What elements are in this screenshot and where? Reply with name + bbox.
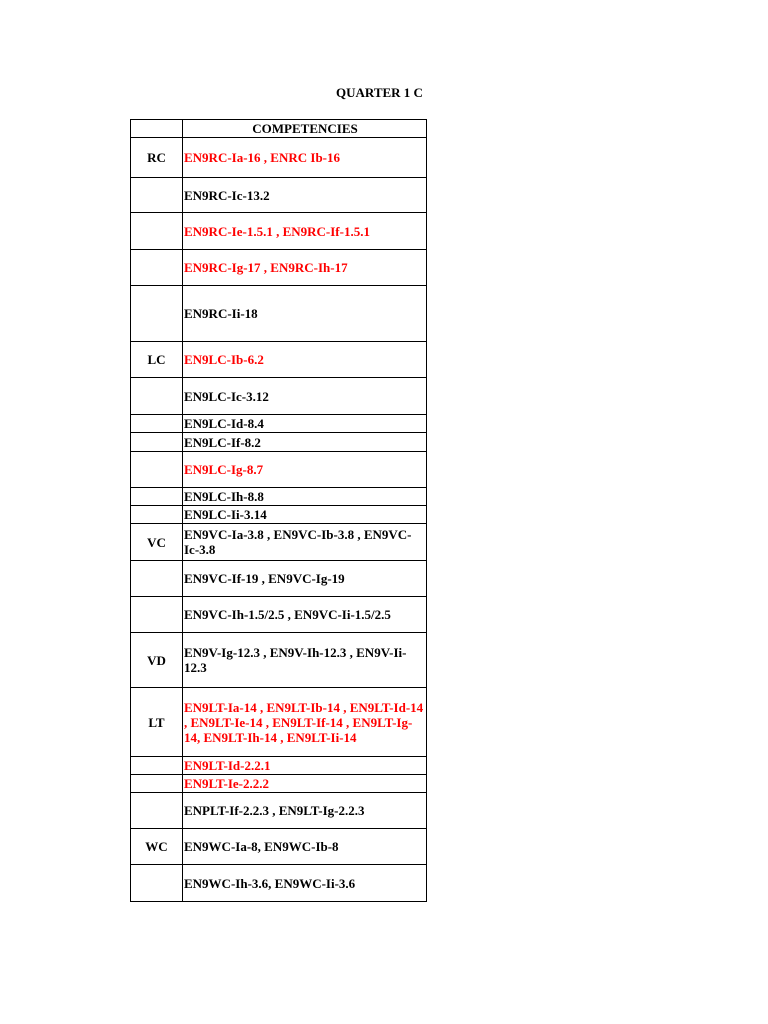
area-cell: LT [131,688,183,757]
area-cell: RC [131,138,183,178]
table-row [131,378,427,415]
table-row [131,757,427,775]
competency-cell: EN9LC-Ib-6.2 [183,342,427,378]
competency-cell: EN9LT-Ie-2.2.2 [183,775,427,793]
area-cell [131,488,183,506]
table-row [131,524,427,561]
competency-cell: EN9LC-Ic-3.12 [183,378,427,415]
competency-cell: EN9RC-Ii-18 [183,286,427,342]
competency-cell: EN9LC-If-8.2 [183,433,427,452]
competency-cell: EN9RC-Ig-17 , EN9RC-Ih-17 [183,250,427,286]
competency-cell: EN9RC-Ic-13.2 [183,178,427,213]
table-row [131,250,427,286]
table-row [131,506,427,524]
header-competencies-cell: COMPETENCIES [183,120,427,138]
area-cell [131,757,183,775]
table-row [131,688,427,757]
competency-cell: EN9LT-Ia-14 , EN9LT-Ib-14 , EN9LT-Id-14 , EN9LT-Ie-14 , EN9LT-If-14 , EN9LT-Ig-14, EN9LT-Ih-14 , EN9LT-Ii-14 [183,688,427,757]
area-cell [131,561,183,597]
table-row [131,597,427,633]
table-row [131,452,427,488]
area-cell [131,865,183,902]
competency-cell: EN9LC-Id-8.4 [183,415,427,433]
table-row [131,433,427,452]
area-cell [131,213,183,250]
table-row [131,213,427,250]
competency-cell: EN9VC-If-19 , EN9VC-Ig-19 [183,561,427,597]
competency-cell: EN9RC-Ie-1.5.1 , EN9RC-If-1.5.1 [183,213,427,250]
area-cell [131,452,183,488]
area-cell: VD [131,633,183,688]
document-title: QUARTER 1 C [336,85,423,100]
table-row [131,138,427,178]
competency-cell: EN9RC-Ia-16 , ENRC Ib-16 [183,138,427,178]
competency-cell: EN9WC-Ih-3.6, EN9WC-Ii-3.6 [183,865,427,902]
table-row [131,561,427,597]
area-cell [131,250,183,286]
area-cell: VC [131,524,183,561]
competency-cell: EN9LC-Ig-8.7 [183,452,427,488]
competency-cell: EN9WC-Ia-8, EN9WC-Ib-8 [183,829,427,865]
competency-cell: EN9V-Ig-12.3 , EN9V-Ih-12.3 , EN9V-Ii-12.3 [183,633,427,688]
table-row [131,829,427,865]
table-header-row [131,120,427,138]
table-row [131,793,427,829]
area-cell [131,378,183,415]
competency-cell: ENPLT-If-2.2.3 , EN9LT-Ig-2.2.3 [183,793,427,829]
area-cell: WC [131,829,183,865]
table-row [131,633,427,688]
area-cell [131,286,183,342]
area-cell [131,793,183,829]
competency-cell: EN9LT-Id-2.2.1 [183,757,427,775]
area-cell [131,597,183,633]
area-cell [131,433,183,452]
area-cell [131,775,183,793]
competency-cell: EN9LC-Ii-3.14 [183,506,427,524]
area-cell [131,178,183,213]
header-area-cell [131,120,183,138]
table-row [131,488,427,506]
table-row [131,178,427,213]
competency-cell: EN9VC-Ia-3.8 , EN9VC-Ib-3.8 , EN9VC-Ic-3.8 [183,524,427,561]
competencies-table [130,119,427,902]
table-row [131,865,427,902]
table-row [131,775,427,793]
area-cell [131,415,183,433]
competency-cell: EN9LC-Ih-8.8 [183,488,427,506]
competency-cell: EN9VC-Ih-1.5/2.5 , EN9VC-Ii-1.5/2.5 [183,597,427,633]
table-row [131,415,427,433]
area-cell [131,506,183,524]
table-row [131,342,427,378]
area-cell: LC [131,342,183,378]
table-row [131,286,427,342]
